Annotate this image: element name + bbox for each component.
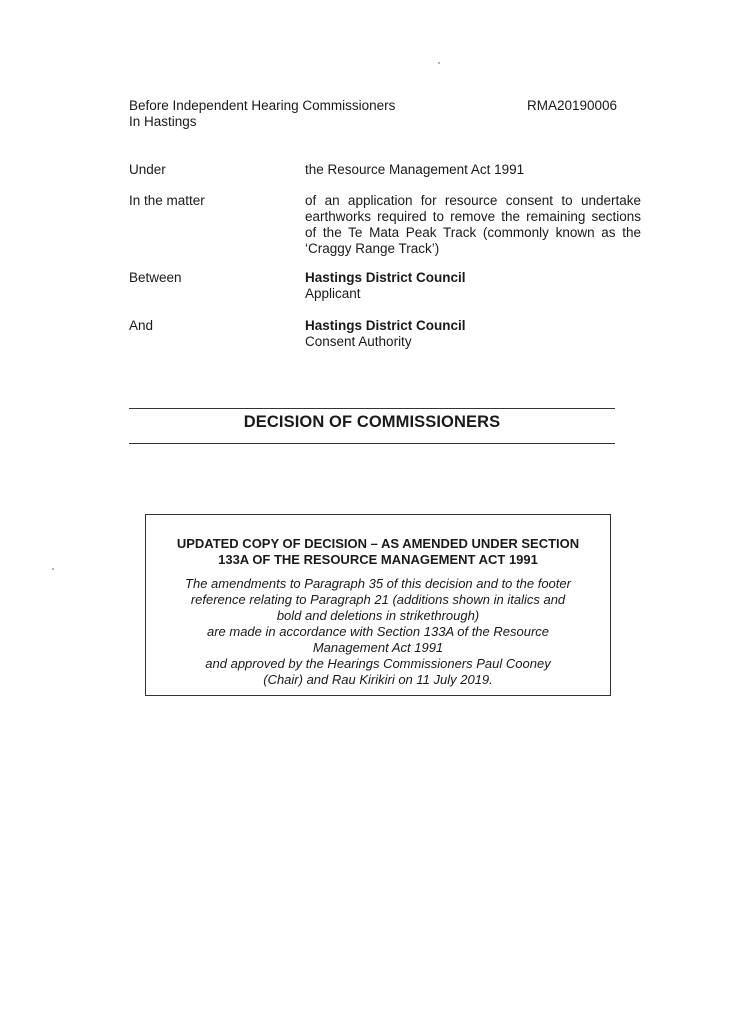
amendment-notice-heading (146, 536, 610, 568)
between-party-block (305, 270, 641, 302)
notice-body-line-2: reference relating to Paragraph 21 (additions shown in italics and (190, 592, 566, 607)
amendment-notice-body (146, 576, 610, 688)
applicant-name: Hastings District Council (305, 270, 466, 285)
matter-value (305, 193, 641, 257)
notice-body-line-7: (Chair) and Rau Kirikiri on 11 July 2019. (263, 672, 493, 687)
applicant-role: Applicant (305, 286, 361, 301)
notice-heading-line-1: UPDATED COPY OF DECISION – AS AMENDED UNDER SECTION (176, 536, 580, 551)
under-value: the Resource Management Act 1991 (305, 162, 525, 177)
case-reference: RMA20190006 (527, 98, 618, 113)
notice-body-line-6: and approved by the Hearings Commissioners Paul Cooney (205, 656, 551, 671)
title-rule-top (129, 408, 615, 409)
amendment-notice-box (145, 514, 611, 696)
matter-line-2: earthworks required to remove the remaining sections (305, 209, 641, 224)
scan-speck (52, 568, 54, 570)
notice-body-line-5: Management Act 1991 (312, 640, 444, 655)
matter-line-3: of the Te Mata Peak Track (commonly known as the (305, 225, 641, 240)
under-label: Under (129, 162, 166, 177)
authority-role: Consent Authority (305, 334, 412, 349)
authority-name: Hastings District Council (305, 318, 466, 333)
notice-heading-line-2: 133A OF THE RESOURCE MANAGEMENT ACT 1991 (218, 552, 538, 567)
and-label: And (129, 318, 154, 333)
notice-body-line-3: bold and deletions in strikethrough) (276, 608, 480, 623)
tribunal-line-2: In Hastings (129, 114, 197, 129)
and-party-block (305, 318, 641, 350)
scan-speck (438, 62, 440, 64)
decision-title: DECISION OF COMMISSIONERS (243, 413, 501, 431)
notice-body-line-1: The amendments to Paragraph 35 of this decision and to the footer (185, 576, 571, 591)
between-label: Between (129, 270, 182, 285)
tribunal-heading (129, 98, 459, 130)
matter-line-4: ‘Craggy Range Track’) (305, 241, 440, 256)
title-rule-bottom (129, 443, 615, 444)
notice-body-line-4: are made in accordance with Section 133A of the Resource (206, 624, 550, 639)
matter-label: In the matter (129, 193, 205, 208)
tribunal-line-1: Before Independent Hearing Commissioners (129, 98, 396, 113)
matter-line-1: of an application for resource consent to undertake (305, 193, 641, 208)
